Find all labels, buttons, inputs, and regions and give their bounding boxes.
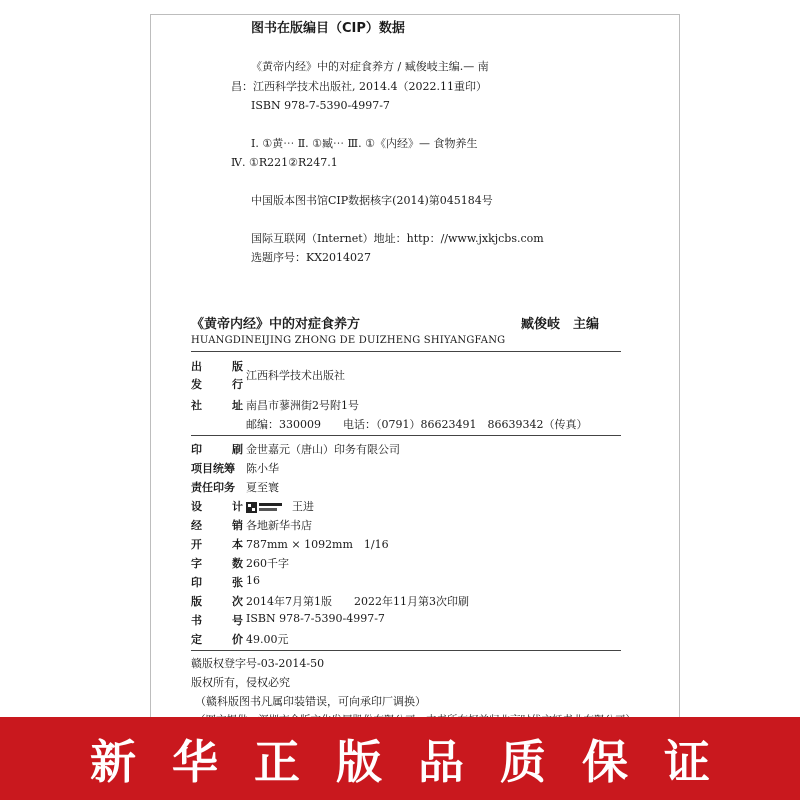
edition: 2014年7月第1版 2022年11月第3次印刷 — [246, 595, 469, 608]
cip-line-1: 《黄帝内经》中的对症食养方 / 臧俊岐主编.— 南 — [251, 60, 489, 73]
book-title: 《黄帝内经》中的对症食养方 — [191, 317, 361, 332]
proof: 夏至寰 — [246, 481, 279, 494]
address: 南昌市蓼洲街2号附1号 — [246, 399, 359, 412]
cip-line-2: 昌：江西科学技术出版社, 2014.4（2022.11重印） — [231, 80, 487, 93]
divider-bottom — [191, 650, 621, 651]
words: 260千字 — [246, 557, 289, 570]
divider-top — [191, 351, 621, 352]
banner-text: 新华正版品质保证 — [90, 734, 746, 789]
designer: 王进 — [292, 500, 314, 513]
price: 49.00元 — [246, 633, 289, 646]
design-studio-logo-icon — [246, 502, 282, 513]
book-pinyin: HUANGDINEIJING ZHONG DE DUIZHENG SHIYANGFANG — [191, 335, 506, 346]
isbn: ISBN 978-7-5390-4997-7 — [246, 612, 385, 625]
print-error-notice: （赣科版图书凡属印装错误，可向承印厂调换） — [195, 695, 426, 708]
registration-number: 赣版权登字号-03-2014-50 — [191, 657, 325, 670]
cip-topic: 选题序号：KX2014027 — [251, 251, 372, 264]
format: 787mm × 1092mm 1/16 — [246, 538, 389, 551]
divider-mid — [191, 435, 621, 436]
cip-title: 图书在版编目（CIP）数据 — [251, 21, 405, 36]
cip-class-1: Ⅰ. ①黄⋯ Ⅱ. ①臧⋯ Ⅲ. ①《内经》— 食物养生 — [251, 137, 478, 150]
authentic-guarantee-banner — [0, 717, 800, 800]
cip-web: 国际互联网（Internet）地址：http：//www.jxkjcbs.com — [251, 232, 544, 245]
cip-verify: 中国版本图书馆CIP数据核字(2014)第045184号 — [251, 194, 493, 207]
cip-isbn: ISBN 978-7-5390-4997-7 — [251, 99, 390, 112]
copyright-page: 图书在版编目（CIP）数据 《黄帝内经》中的对症食养方 / 臧俊岐主编.— 南 昌：江西科学技术出版社, 2014.4（2022.11重印） ISBN 978-7-5390-4997-7 Ⅰ. ①黄⋯ Ⅱ. ①臧⋯ Ⅲ. ①《内经》— 食物养生 Ⅳ. ①R221②R247.1 中国版本图书馆CIP数据核字(2014)第045184号 国际互联网（Internet）地址：http：//www.jxkjcbs.com 选题序号：KX2014027 《黄帝内经》中的对症食养方 臧俊岐 主编 HUANGDINEIJING ZHONG DE DUIZHENG SHIYANGFANG 出 版 发 行 江西科学技术出版社 社 址 南昌市蓼洲街2号附1号 邮编：330009 电话：（0791）86623491 86639342（传真） 印 刷 金世嘉元（唐山）印务有限公司 项目统筹 陈小华 责任印务 夏至寰 设 计 王进 经 销 各地新华书店 开 本 787mm × 1092mm 1/16 字 数 260千字 印 张 16 版 次 2014年7月第1版 2022年11月第3次印刷 书 号 ISBN 978-7-5390-4997-7 定 价 49.00元 赣版权登字号-03-2014-50 版权所有，侵权必究 （赣科版图书凡属印装错误，可向承印厂调换） — [150, 14, 680, 720]
printer: 金世嘉元（唐山）印务有限公司 — [246, 443, 400, 456]
publisher: 江西科学技术出版社 — [246, 369, 345, 382]
coordinator: 陈小华 — [246, 462, 279, 475]
contact: 邮编：330009 电话：（0791）86623491 86639342（传真） — [246, 418, 588, 431]
sheets: 16 — [246, 574, 260, 587]
distributor: 各地新华书店 — [246, 519, 312, 532]
cip-class-2: Ⅳ. ①R221②R247.1 — [231, 156, 338, 169]
rights-notice: 版权所有，侵权必究 — [191, 676, 290, 689]
book-editor: 臧俊岐 主编 — [521, 317, 600, 332]
